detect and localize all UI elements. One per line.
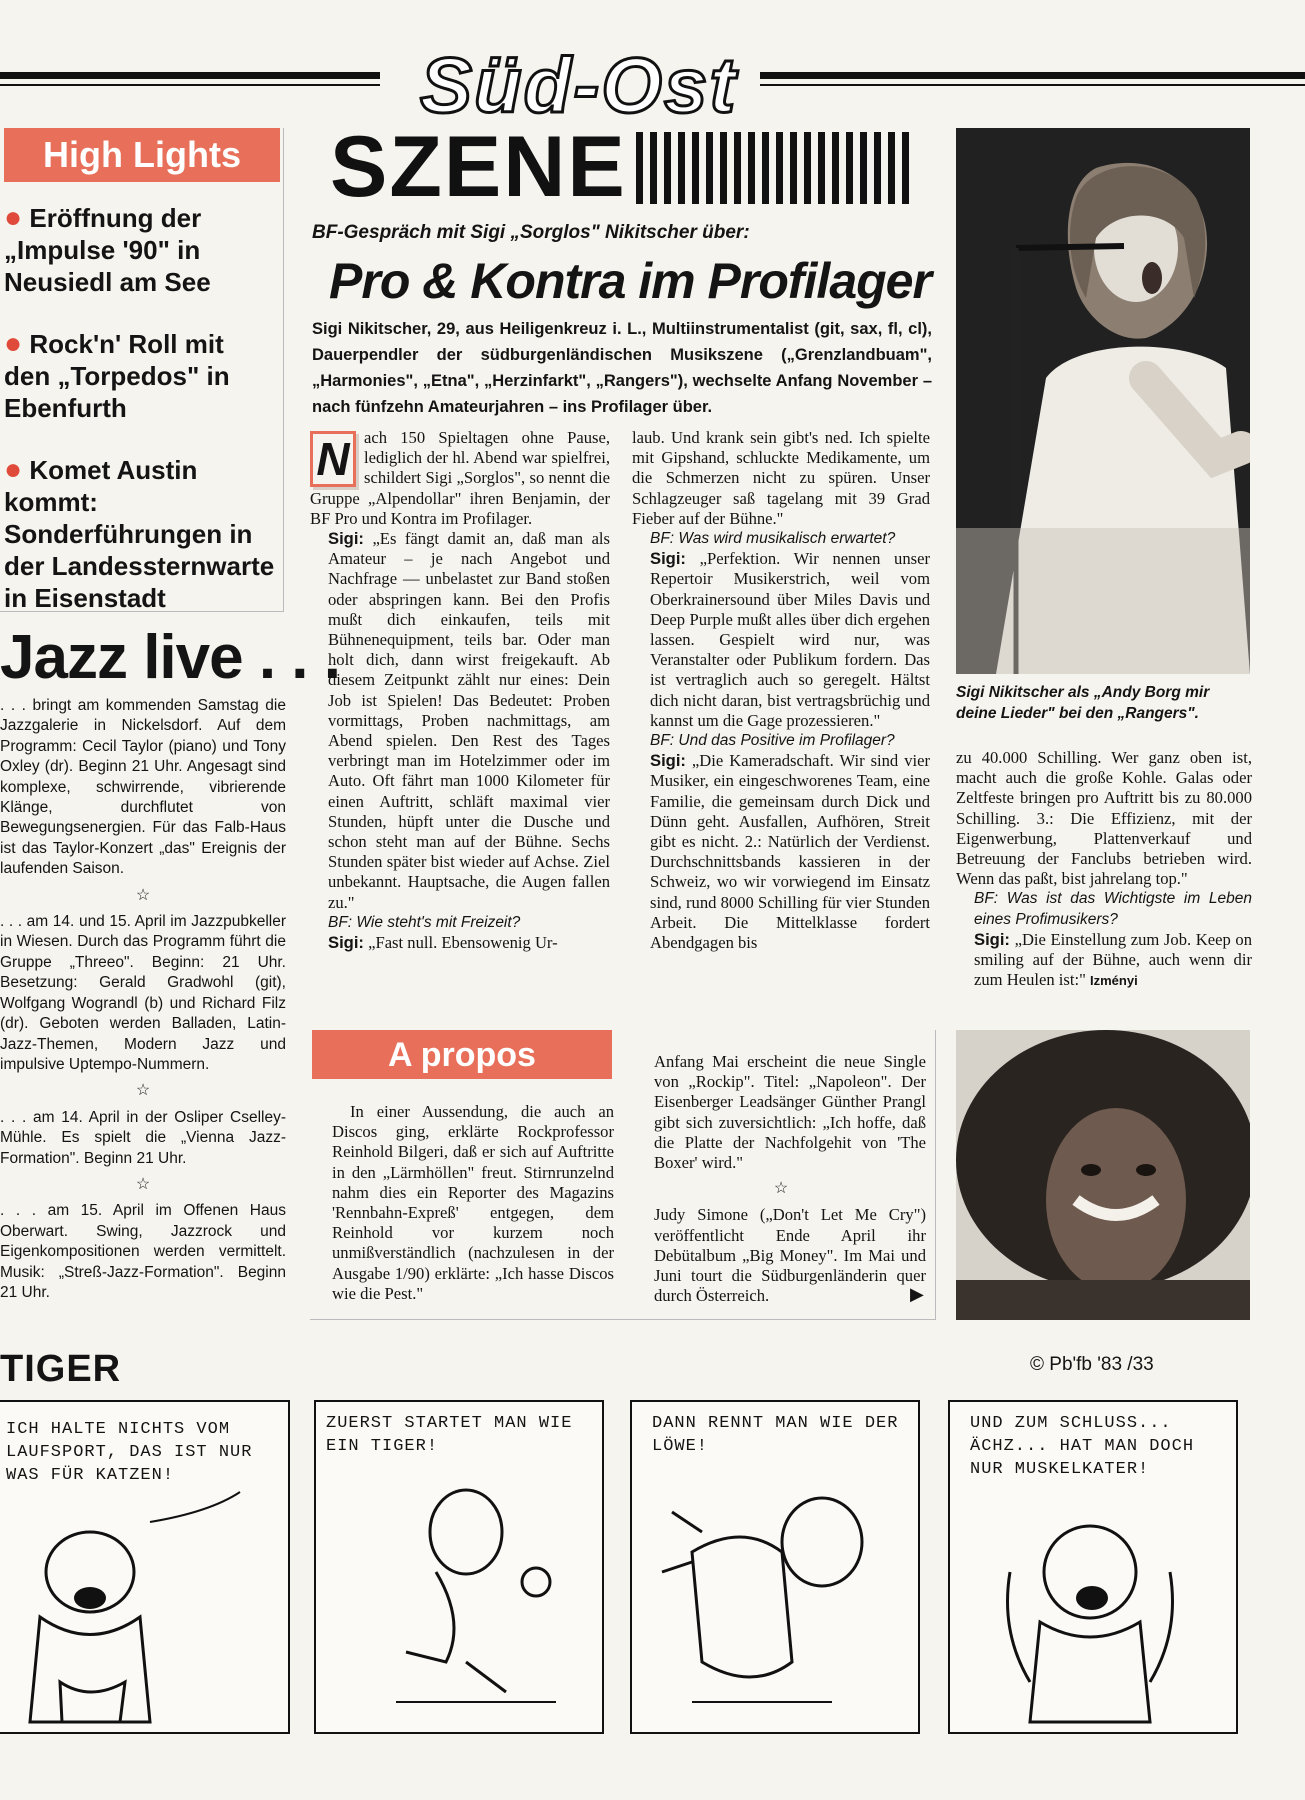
- article-column-3: [956, 748, 1252, 1012]
- speech-text: DANN RENNT MAN WIE DER LÖWE!: [652, 1414, 899, 1456]
- comic-panel-2: [314, 1400, 604, 1734]
- highlight-line: Rock'n' Roll mit: [29, 329, 224, 359]
- article-headline: Pro & Kontra im Profilager: [329, 253, 931, 309]
- article-paragraph: ach 150 Spieltagen ohne Pause, lediglich der hl. Abend war spielfrei, schildert Sigi „Sorglos", so nennt die Gruppe „Alpendollar" ihren Benjamin, der BF Pro und Kontra im Profilager.: [310, 428, 610, 528]
- star-icon: ☆: [135, 1175, 151, 1193]
- jazz-paragraph-4: . . . am 15. April im Offenen Haus Oberwart. Swing, Jazzrock und Eigenkompositionen werden vermittelt. Musik: „Streß-Jazz-Formation". Beginn 21 Uhr.: [0, 1202, 286, 1301]
- masthead-bars: [636, 132, 916, 209]
- article-paragraph: „Es fängt damit an, daß man als Amateur – je nach Angebot und Nachfrage — unbelastet zur Band stoßen oder abspringen kann. Bei den Profis mußt dich einkaufen, teils mit Bühnenequipment, teils bar. Oder man holt dich, dann wirst freigekauft. Ab diesem Zeitpunkt zählt nur eines: Dein Job ist Spielen! Das Bedeutet: Proben vormittags, Proben nachmittags, am Abend spielen. Den Rest des Tages verbringt man im Hotelzimmer oder im Auto. Oft fährt man 1000 Kilometer für einen Auftritt, schläft maximal vier Stunden, hüpft unter die Dusche und schon steht man auf der Bühne. Sechs Stunden später bist wieder auf Achse. Ziel unbekannt. Hauptsache, die Augen fallen zu.": [328, 529, 610, 912]
- masthead-line1: Süd-Ost: [420, 41, 738, 129]
- author-name: Izményi: [1090, 973, 1138, 989]
- speaker-label: Sigi:: [328, 529, 364, 549]
- highlight-line: Ebenfurth: [4, 393, 127, 423]
- jazz-paragraph-1: . . . bringt am kommenden Samstag die Jazzgalerie in Nickelsdorf. Auf dem Programm: Cecil Taylor (piano) und Tony Oxley (dr). Beginn 21 Uhr. Angesagt sind komplexe, schwirrende, vibrierende Klänge, durchflutet von Bewegungsenergien. Für das Falb-Haus ist das Taylor-Konzert „das" Ereignis der laufenden Saison.: [0, 697, 286, 878]
- photo-sigi-on-stage: [956, 128, 1250, 674]
- highlight-line: Sonderführungen in: [4, 519, 253, 549]
- highlights-title: High Lights: [4, 128, 280, 182]
- highlights-box: [0, 128, 284, 612]
- cartoon-running-lion-icon: [632, 1402, 920, 1734]
- highlight-item-2: [4, 328, 280, 424]
- bullet-icon: ●: [4, 201, 23, 234]
- star-icon: ☆: [135, 1082, 151, 1100]
- interview-question: BF: Und das Positive im Profilager?: [650, 732, 895, 750]
- apropos-paragraph: Anfang Mai erscheint die neue Single von „Rockip". Titel: „Napoleon". Der Eisenberger Leadsänger Günther Prangl gibt sich zuversichtlich: „Ich hoffe, daß die Platte der Nachfolgehit von 'The Boxer' wird.": [654, 1052, 926, 1173]
- highlight-line: der Landessternwarte: [4, 551, 275, 581]
- jazz-paragraph-3: . . . am 14. April in der Osliper Cselley-Mühle. Es spielt die „Vienna Jazz-Formation". Beginn 21 Uhr.: [0, 1108, 286, 1167]
- highlight-line: in Eisenstadt: [4, 583, 166, 613]
- top-rule-left-thin: [0, 84, 380, 86]
- apropos-box: [310, 1030, 936, 1320]
- star-icon: ☆: [773, 1180, 789, 1198]
- masthead-line2: SZENE: [330, 119, 627, 215]
- jazz-title: Jazz live . . .: [0, 623, 340, 692]
- interview-question: BF: Wie steht's mit Freizeit?: [328, 913, 521, 931]
- portrait-illustration: [956, 1030, 1250, 1320]
- jazz-column: [0, 696, 286, 1332]
- comic-panel-4: [948, 1400, 1238, 1734]
- comic-panel-1: [0, 1400, 290, 1734]
- cartoon-dog-icon: [0, 1402, 290, 1734]
- speech-text: UND ZUM SCHLUSS... ÄCHZ... HAT MAN DOCH NUR MUSKELKATER!: [970, 1414, 1195, 1479]
- speaker-label: Sigi:: [650, 751, 686, 771]
- article-paragraph: zu 40.000 Schilling. Wer ganz oben ist, macht auch die große Kohle. Galas oder Zeltfeste bringen pro Auftritt bis zu 80.000 Schilling. 3.: Die Effizienz, mit der Eigenwerbung, Plattenverkauf und Betreuung der Fanclubs betrieben wird. Wenn das paßt, bist jahrelang top.": [956, 748, 1252, 889]
- jazz-paragraph-2: . . . am 14. und 15. April im Jazzpubkeller in Wiesen. Durch das Programm führt die Gruppe „Threeo". Beginn: 21 Uhr. Besetzung: Gerald Gradwohl (git), Wolfgang Wograndl (b) und Richard Filz (dr). Geboten werden Balladen, Latin-Jazz-Themen, Modern Jazz und impulsive Uptempo-Nummern.: [0, 913, 286, 1073]
- photo-caption: Sigi Nikitscher als „Andy Borg mir deine Lieder" bei den „Rangers".: [956, 684, 1210, 722]
- photo-judy-simone: [956, 1030, 1250, 1320]
- article-paragraph: „Die Einstellung zum Job. Keep on smiling auf der Bühne, auch wenn dir zum Heulen ist:": [974, 929, 1252, 990]
- highlight-item-3: [4, 454, 280, 614]
- comic-strip: [0, 1340, 1305, 1800]
- apropos-paragraph: Judy Simone („Don't Let Me Cry") veröffentlicht Ende April ihr Debütalbum „Big Money". Im Mai und Juni tourt die Südburgenländerin quer durch Österreich.: [654, 1205, 926, 1306]
- dropcap: N: [310, 431, 356, 487]
- bullet-icon: ●: [4, 327, 23, 360]
- highlights-list: [4, 202, 280, 614]
- cartoon-tired-dog-icon: [950, 1402, 1238, 1734]
- speaker-label: Sigi:: [328, 933, 364, 953]
- article-paragraph: laub. Und krank sein gibt's ned. Ich spielte mit Gipshand, schluckte Medikamente, um die Schmerzen nicht zu spüren. Unser Schlagzeuger saß tagelang mit 39 Grad Fieber auf der Bühne.": [632, 428, 930, 528]
- star-icon: ☆: [135, 886, 151, 904]
- article-intro: Sigi Nikitscher, 29, aus Heiligenkreuz i. L., Multiinstrumentalist (git, sax, fl, cl), Dauerpendler der südburgenländischen Musikszene („Grenzlandbuam", „Harmonies", „Etna", „Herzinfarkt", „Rangers"), wechselte Anfang November – nach fünfzehn Amateurjahren – ins Profilager über.: [312, 320, 932, 416]
- speech-text: ZUERST STARTET MAN WIE EIN TIGER!: [326, 1414, 573, 1456]
- speech-text: ICH HALTE NICHTS VOM LAUFSPORT, DAS IST NUR WAS FÜR KATZEN!: [6, 1420, 253, 1485]
- highlight-line: Komet Austin kommt:: [4, 455, 198, 517]
- comic-title: TIGER: [0, 1348, 122, 1390]
- continue-arrow-icon: ▶: [910, 1284, 924, 1304]
- interview-question: BF: Was wird musikalisch erwartet?: [650, 530, 896, 548]
- article-paragraph: „Fast null. Ebensowenig Ur-: [363, 933, 558, 953]
- article-column-2: [632, 428, 930, 1014]
- article-paragraph: „Die Kameradschaft. Wir sind vier Musiker, ein eingeschworenes Team, eine Familie, die gemeinsam durch Dick und Dünn geht. Ausfallen, Aufhören, Streit gibt es nicht. 2.: Natürlich der Verdienst. Durchschnittsbands kassieren in der Schweiz, wo wir vorwiegend im Einsatz sind, rund 8000 Schilling für vier Stunden Arbeit. Die Mittelklasse fordert Abendgagen bis: [650, 751, 930, 953]
- highlight-line: „Impulse '90" in: [4, 235, 201, 265]
- comic-panel-3: [630, 1400, 920, 1734]
- top-rule-left: [0, 72, 380, 79]
- article-column-1: [310, 428, 610, 1014]
- highlight-item-1: [4, 202, 280, 298]
- apropos-title: A propos: [312, 1030, 612, 1079]
- bullet-icon: ●: [4, 453, 23, 486]
- highlight-line: Neusiedl am See: [4, 267, 211, 297]
- interview-question: BF: Was ist das Wichtigste im Leben eines Profimusikers?: [974, 890, 1252, 928]
- highlight-line: Eröffnung der: [29, 203, 202, 233]
- article-kicker: BF-Gespräch mit Sigi „Sorglos" Nikitscher über:: [312, 222, 750, 243]
- article-paragraph: „Perfektion. Wir nennen unser Repertoir Musikerstrich, weil vom Oberkrainersound über Miles Davis und Deep Purple mußt alles über dich ergehen lassen. Gespielt wird nur, was Veranstalter oder Publikum fordern. Das ist vertraglich auch so geregelt. Hältst dich nicht daran, bist vertragsbrüchig und kannst um die Gage prozessieren.": [650, 549, 930, 730]
- comic-signature: © Pb'fb '83 /33: [1030, 1354, 1154, 1375]
- apropos-column-2: [636, 1052, 926, 1306]
- singer-photo-illustration: [956, 128, 1250, 674]
- apropos-column-1: In einer Aussendung, die auch an Discos ging, erklärte Rockprofessor Reinhold Bilgeri, daß er sich auf Auftritte in den „Lärmhöllen" freut. Stirnrunzelnd nahm dies ein Reporter des Magazins 'Rennbahn-Expreß' entgegen, dem Reinhold vor kurzem noch unmißverständlich (nachzulesen in der Ausgabe 1/90) erklärte: „Ich hasse Discos wie die Pest.": [332, 1102, 614, 1303]
- speaker-label: Sigi:: [650, 549, 686, 569]
- masthead: [330, 40, 930, 220]
- cartoon-running-dog-icon: [316, 1402, 604, 1734]
- highlight-line: den „Torpedos" in: [4, 361, 230, 391]
- speaker-label: Sigi:: [974, 929, 1010, 949]
